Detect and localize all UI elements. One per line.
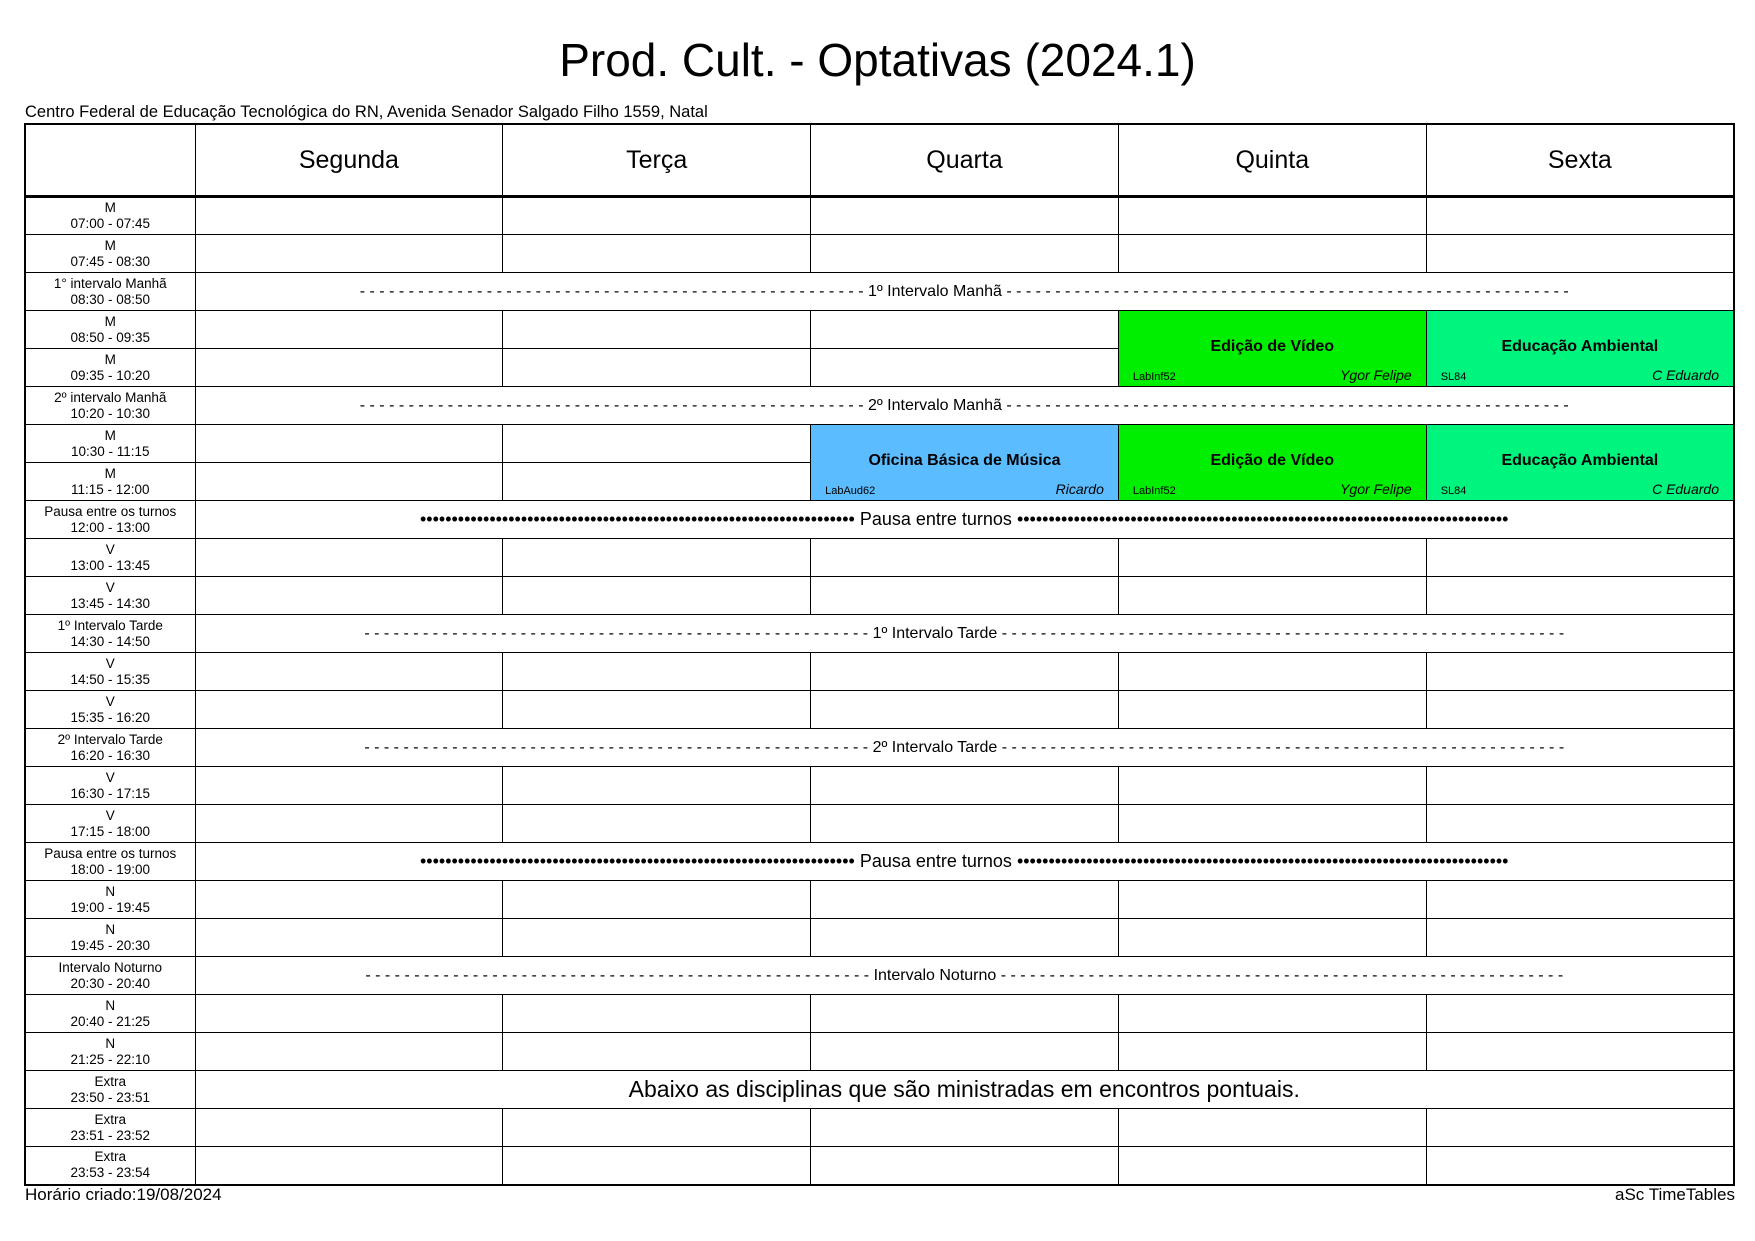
empty-cell (503, 197, 811, 235)
empty-cell (1426, 767, 1734, 805)
note-row (25, 1071, 1734, 1109)
empty-cell (811, 577, 1119, 615)
empty-cell (195, 577, 503, 615)
period-row (25, 691, 1734, 729)
day-header-quinta: Quinta (1118, 124, 1426, 197)
period-row (25, 767, 1734, 805)
empty-cell (1118, 539, 1426, 577)
break-band: - - - - - - - - - - - - - - - - - - - - - - - - - - - - - - - - - - - - - - - - - - - - - - - - - - - - 1º Intervalo Tarde - - - - - - - - - - - - - - - - - - - - - - - - - - - - - - - - - - - - - - - - - - - - - - - - - - - - - - - - - - (195, 615, 1734, 653)
lesson-teacher: Ricardo (1055, 481, 1104, 497)
empty-cell (503, 463, 811, 501)
period-row (25, 539, 1734, 577)
empty-cell (811, 235, 1119, 273)
empty-cell (503, 805, 811, 843)
empty-cell (1118, 995, 1426, 1033)
empty-cell (1426, 691, 1734, 729)
created-date: Horário criado:19/08/2024 (25, 1185, 222, 1204)
empty-cell (1118, 577, 1426, 615)
empty-cell (503, 919, 811, 957)
page-title: Prod. Cult. - Optativas (2024.1) (559, 34, 1196, 86)
empty-cell (195, 691, 503, 729)
lesson-room: LabAud62 (825, 485, 876, 497)
period-row (25, 805, 1734, 843)
lesson-card[interactable] (1118, 425, 1426, 501)
lesson-room: SL84 (1440, 485, 1467, 497)
empty-cell (195, 235, 503, 273)
empty-cell (1426, 881, 1734, 919)
empty-cell (195, 881, 503, 919)
empty-cell (1426, 539, 1734, 577)
break-row (25, 729, 1734, 767)
day-header-terca: Terça (503, 124, 811, 197)
period-label: M 07:45 - 08:30 (25, 235, 195, 273)
period-row (25, 577, 1734, 615)
empty-cell (811, 1109, 1119, 1147)
lesson-subject: Edição de Vídeo (1210, 337, 1335, 355)
empty-cell (503, 767, 811, 805)
lesson-card[interactable] (1426, 425, 1734, 501)
empty-cell (195, 653, 503, 691)
period-label: 2º intervalo Manhã 10:20 - 10:30 (25, 387, 195, 425)
empty-cell (195, 1033, 503, 1071)
empty-cell (1118, 653, 1426, 691)
break-band: - - - - - - - - - - - - - - - - - - - - - - - - - - - - - - - - - - - - - - - - - - - - - - - - - - - - 2º Intervalo Manhã - - - - - - - - - - - - - - - - - - - - - - - - - - - - - - - - - - - - - - - - - - - - - - - - - - - - - - - - - - (195, 387, 1734, 425)
period-label: Extra 23:50 - 23:51 (25, 1071, 195, 1109)
empty-cell (1118, 805, 1426, 843)
empty-cell (1426, 577, 1734, 615)
empty-cell (503, 995, 811, 1033)
period-row (25, 425, 1734, 463)
empty-cell (811, 653, 1119, 691)
period-label: Pausa entre os turnos 12:00 - 13:00 (25, 501, 195, 539)
break-row (25, 501, 1734, 539)
empty-cell (1426, 653, 1734, 691)
lesson-card[interactable] (1118, 311, 1426, 387)
break-row (25, 387, 1734, 425)
lesson-room: LabInf52 (1132, 371, 1176, 383)
empty-cell (811, 691, 1119, 729)
period-label: 2º Intervalo Tarde 16:20 - 16:30 (25, 729, 195, 767)
corner-cell (25, 124, 195, 197)
empty-cell (811, 995, 1119, 1033)
empty-cell (503, 235, 811, 273)
empty-cell (1426, 1147, 1734, 1185)
empty-cell (195, 1109, 503, 1147)
empty-cell (811, 881, 1119, 919)
empty-cell (1426, 919, 1734, 957)
break-row (25, 843, 1734, 881)
lesson-subject: Edição de Vídeo (1210, 451, 1335, 469)
period-label: M 07:00 - 07:45 (25, 197, 195, 235)
lesson-teacher: C Eduardo (1652, 481, 1719, 497)
period-row (25, 881, 1734, 919)
empty-cell (811, 1147, 1119, 1185)
empty-cell (503, 881, 811, 919)
empty-cell (811, 767, 1119, 805)
brand-label: aSc TimeTables (1615, 1185, 1735, 1204)
empty-cell (503, 349, 811, 387)
period-label: N 20:40 - 21:25 (25, 995, 195, 1033)
empty-cell (195, 311, 503, 349)
period-row (25, 995, 1734, 1033)
lesson-teacher: Ygor Felipe (1340, 367, 1412, 383)
header-row (25, 124, 1734, 197)
empty-cell (195, 539, 503, 577)
period-row (25, 197, 1734, 235)
lesson-subject: Oficina Básica de Música (868, 451, 1061, 469)
lesson-teacher: C Eduardo (1652, 367, 1719, 383)
period-label: M 08:50 - 09:35 (25, 311, 195, 349)
break-row (25, 957, 1734, 995)
empty-cell (503, 1033, 811, 1071)
lesson-teacher: Ygor Felipe (1340, 481, 1412, 497)
empty-cell (811, 311, 1119, 349)
empty-cell (1118, 1033, 1426, 1071)
empty-cell (811, 1033, 1119, 1071)
school-address: Centro Federal de Educação Tecnológica do RN, Avenida Senador Salgado Filho 1559, Natal (25, 103, 708, 121)
break-row (25, 273, 1734, 311)
break-row (25, 615, 1734, 653)
lesson-room: SL84 (1440, 371, 1467, 383)
period-label: 1º Intervalo Tarde 14:30 - 14:50 (25, 615, 195, 653)
lesson-subject: Educação Ambiental (1501, 451, 1659, 469)
period-label: V 15:35 - 16:20 (25, 691, 195, 729)
period-row (25, 311, 1734, 349)
break-band: ••••••••••••••••••••••••••••••••••••••••••••••••••••••••••••••••••••• Pausa entre turnos •••••••••••••••••••••••••••••••••••••••••••••••••••••••••••••••••••••••••••••• (195, 843, 1734, 881)
period-label: Extra 23:51 - 23:52 (25, 1109, 195, 1147)
empty-cell (1118, 1109, 1426, 1147)
period-label: Extra 23:53 - 23:54 (25, 1147, 195, 1185)
period-label: M 11:15 - 12:00 (25, 463, 195, 501)
empty-cell (811, 805, 1119, 843)
empty-cell (503, 691, 811, 729)
break-band: - - - - - - - - - - - - - - - - - - - - - - - - - - - - - - - - - - - - - - - - - - - - - - - - - - - - 1º Intervalo Manhã - - - - - - - - - - - - - - - - - - - - - - - - - - - - - - - - - - - - - - - - - - - - - - - - - - - - - - - - - - (195, 273, 1734, 311)
period-row (25, 1033, 1734, 1071)
break-band: - - - - - - - - - - - - - - - - - - - - - - - - - - - - - - - - - - - - - - - - - - - - - - - - - - - - 2º Intervalo Tarde - - - - - - - - - - - - - - - - - - - - - - - - - - - - - - - - - - - - - - - - - - - - - - - - - - - - - - - - - - (195, 729, 1734, 767)
period-label: N 19:45 - 20:30 (25, 919, 195, 957)
empty-cell (195, 767, 503, 805)
empty-cell (195, 1147, 503, 1185)
period-label: Pausa entre os turnos 18:00 - 19:00 (25, 843, 195, 881)
period-label: N 19:00 - 19:45 (25, 881, 195, 919)
break-band: ••••••••••••••••••••••••••••••••••••••••••••••••••••••••••••••••••••• Pausa entre turnos •••••••••••••••••••••••••••••••••••••••••••••••••••••••••••••••••••••••••••••• (195, 501, 1734, 539)
lesson-room: LabInf52 (1132, 485, 1176, 497)
empty-cell (811, 919, 1119, 957)
empty-cell (1118, 1147, 1426, 1185)
break-band: - - - - - - - - - - - - - - - - - - - - - - - - - - - - - - - - - - - - - - - - - - - - - - - - - - - - Intervalo Noturno - - - - - - - - - - - - - - - - - - - - - - - - - - - - - - - - - - - - - - - - - - - - - - - - - - - - - - - - - - (195, 957, 1734, 995)
empty-cell (195, 197, 503, 235)
period-row (25, 1109, 1734, 1147)
day-header-quarta: Quarta (811, 124, 1119, 197)
empty-cell (1118, 691, 1426, 729)
timetable (24, 123, 1735, 1186)
lesson-card[interactable] (811, 425, 1119, 501)
period-label: N 21:25 - 22:10 (25, 1033, 195, 1071)
empty-cell (195, 425, 503, 463)
period-row (25, 919, 1734, 957)
empty-cell (195, 995, 503, 1033)
empty-cell (1426, 995, 1734, 1033)
empty-cell (1118, 767, 1426, 805)
period-label: 1° intervalo Manhã 08:30 - 08:50 (25, 273, 195, 311)
empty-cell (503, 1147, 811, 1185)
empty-cell (1118, 235, 1426, 273)
empty-cell (195, 349, 503, 387)
lesson-card[interactable] (1426, 311, 1734, 387)
empty-cell (503, 425, 811, 463)
empty-cell (811, 197, 1119, 235)
period-row (25, 653, 1734, 691)
empty-cell (195, 463, 503, 501)
empty-cell (1118, 919, 1426, 957)
period-label: M 10:30 - 11:15 (25, 425, 195, 463)
period-label: V 13:45 - 14:30 (25, 577, 195, 615)
empty-cell (1426, 805, 1734, 843)
empty-cell (503, 1109, 811, 1147)
empty-cell (195, 919, 503, 957)
empty-cell (1118, 197, 1426, 235)
period-row (25, 1147, 1734, 1185)
empty-cell (1426, 235, 1734, 273)
empty-cell (811, 539, 1119, 577)
period-label: V 16:30 - 17:15 (25, 767, 195, 805)
empty-cell (811, 349, 1119, 387)
period-label: V 17:15 - 18:00 (25, 805, 195, 843)
empty-cell (1426, 1033, 1734, 1071)
period-label: M 09:35 - 10:20 (25, 349, 195, 387)
empty-cell (503, 539, 811, 577)
empty-cell (195, 805, 503, 843)
period-row (25, 235, 1734, 273)
empty-cell (503, 653, 811, 691)
empty-cell (1426, 197, 1734, 235)
empty-cell (503, 311, 811, 349)
period-label: V 14:50 - 15:35 (25, 653, 195, 691)
empty-cell (1426, 1109, 1734, 1147)
day-header-segunda: Segunda (195, 124, 503, 197)
lesson-subject: Educação Ambiental (1501, 337, 1659, 355)
period-label: Intervalo Noturno 20:30 - 20:40 (25, 957, 195, 995)
extra-note: Abaixo as disciplinas que são ministradas em encontros pontuais. (195, 1071, 1734, 1109)
empty-cell (1118, 881, 1426, 919)
day-header-sexta: Sexta (1426, 124, 1734, 197)
empty-cell (503, 577, 811, 615)
period-label: V 13:00 - 13:45 (25, 539, 195, 577)
